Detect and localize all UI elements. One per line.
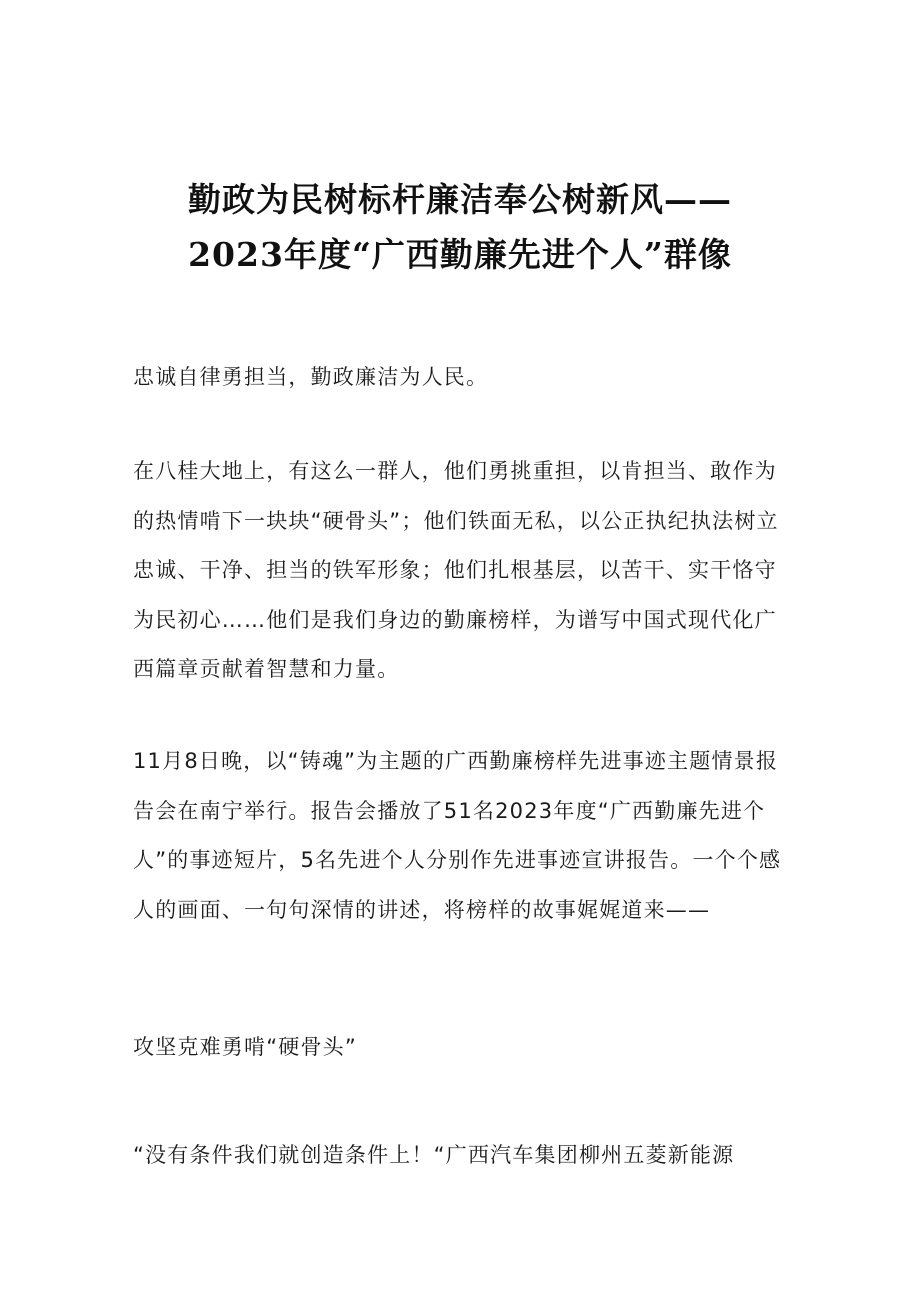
paragraph-intro: 忠诚自律勇担当，勤政廉洁为人民。 <box>133 365 489 389</box>
document-title-line-1: 勤政为民树标杆廉洁奉公树新风—— <box>188 180 732 219</box>
paragraph-quote: “没有条件我们就创造条件上！“广西汽车集团柳州五菱新能源 <box>133 1143 735 1167</box>
document-title-line-2: 2023年度“广西勤廉先进个人”群像 <box>188 235 732 274</box>
paragraph-description: 在八桂大地上，有这么一群人，他们勇挑重担，以肯担当、敢作为的热情啃下一块块“硬骨头”；他们铁面无私，以公正执纪执法树立忠诚、干净、担当的铁军形象；他们扎根基层，以苦干、实干恪守为民初心……他们是我们身边的勤廉榜样，为谱写中国式现代化广西篇章贡献着智慧和力量。 <box>133 459 779 681</box>
section-heading: 攻坚克难勇啃“硬骨头” <box>133 1035 357 1059</box>
paragraph-event: 11月8日晚，以“铸魂”为主题的广西勤廉榜样先进事迹主题情景报告会在南宁举行。报告会播放了51名2023年度“广西勤廉先进个人”的事迹短片，5名先进个人分别作先进事迹宣讲报告。一个个感人的画面、一句句深情的讲述，将榜样的故事娓娓道来—— <box>133 749 782 922</box>
